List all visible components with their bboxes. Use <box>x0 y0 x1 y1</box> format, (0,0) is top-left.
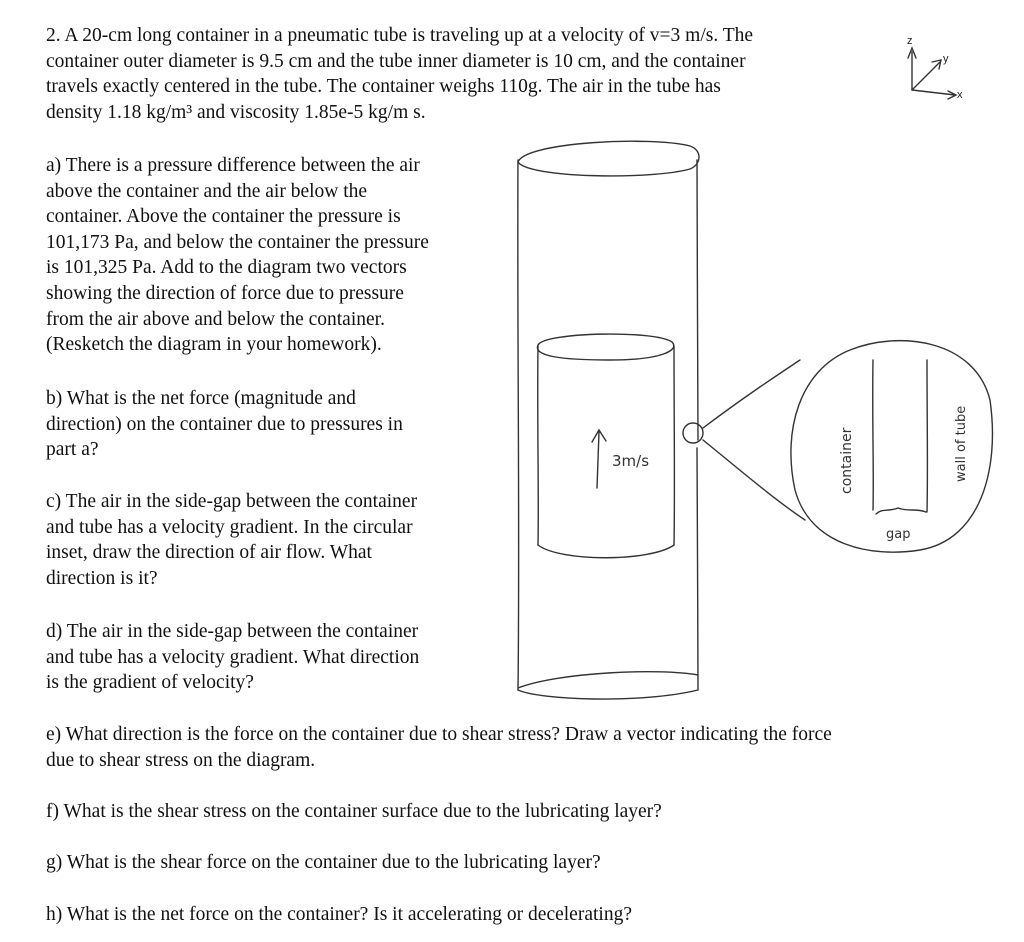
question-f: f) What is the shear stress on the container surface due to the lubricating layer? <box>46 801 662 822</box>
axis-z <box>908 48 916 90</box>
container-top-ellipse <box>537 334 673 360</box>
velocity-label: 3m/s <box>612 452 650 470</box>
container-bottom-ellipse <box>538 545 674 558</box>
axis-y-label: y <box>943 53 949 65</box>
velocity-arrow <box>592 430 606 488</box>
callout-line-upper <box>703 360 800 428</box>
axis-x-label: x <box>957 89 963 101</box>
axis-y <box>912 60 941 90</box>
inset-container-label: container <box>839 427 855 494</box>
callout-line-lower <box>703 440 805 520</box>
inset-wall-label: wall of tube <box>954 405 969 482</box>
axis-z-label: z <box>907 35 913 47</box>
question-e: e) What direction is the force on the container due to shear stress? Draw a vector indicating the force due to shear stress on the diagram. <box>46 724 832 771</box>
inset-gap-label: gap <box>886 527 911 542</box>
problem-statement: 2. A 20-cm long container in a pneumatic tube is traveling up at a velocity of v=3 m/s. The container outer diameter is 9.5 cm and the tube inner diameter is 10 cm, and the container travels exactly centered in the tube. The container weighs 110g. The air in the tube has density 1.18 kg/m³ and viscosity 1.85e-5 kg/m s. <box>46 25 754 123</box>
question-h: h) What is the net force on the container? Is it accelerating or decelerating? <box>46 904 632 925</box>
container-left-side <box>538 346 539 545</box>
tube-left-wall <box>518 160 519 690</box>
question-g: g) What is the shear force on the container due to the lubricating layer? <box>46 852 601 873</box>
axis-x <box>912 90 956 99</box>
gap-brace <box>876 508 926 514</box>
inset-container-edge <box>873 360 874 510</box>
question-b: b) What is the net force (magnitude and direction) on the container due to pressures in part a? <box>46 388 403 461</box>
inset-source-circle <box>683 423 703 443</box>
question-c: c) The air in the side-gap between the container and tube has a velocity gradient. In the circular inset, draw the direction of air flow. What direction is it? <box>46 491 418 589</box>
tube-bottom-ellipse <box>518 672 698 699</box>
question-d: d) The air in the side-gap between the container and tube has a velocity gradient. What direction is the gradient of velocity? <box>46 621 420 694</box>
tube-top-ellipse <box>518 141 699 176</box>
question-a: a) There is a pressure difference between the air above the container and the air below the container. Above the container the pressure is 101,173 Pa, and below the container the pressure is 101,325 Pa. Add to the diagram two vectors showing the direction of force due to pressure from the air above and below the container. (Resketch the diagram in your homework). <box>46 155 429 356</box>
